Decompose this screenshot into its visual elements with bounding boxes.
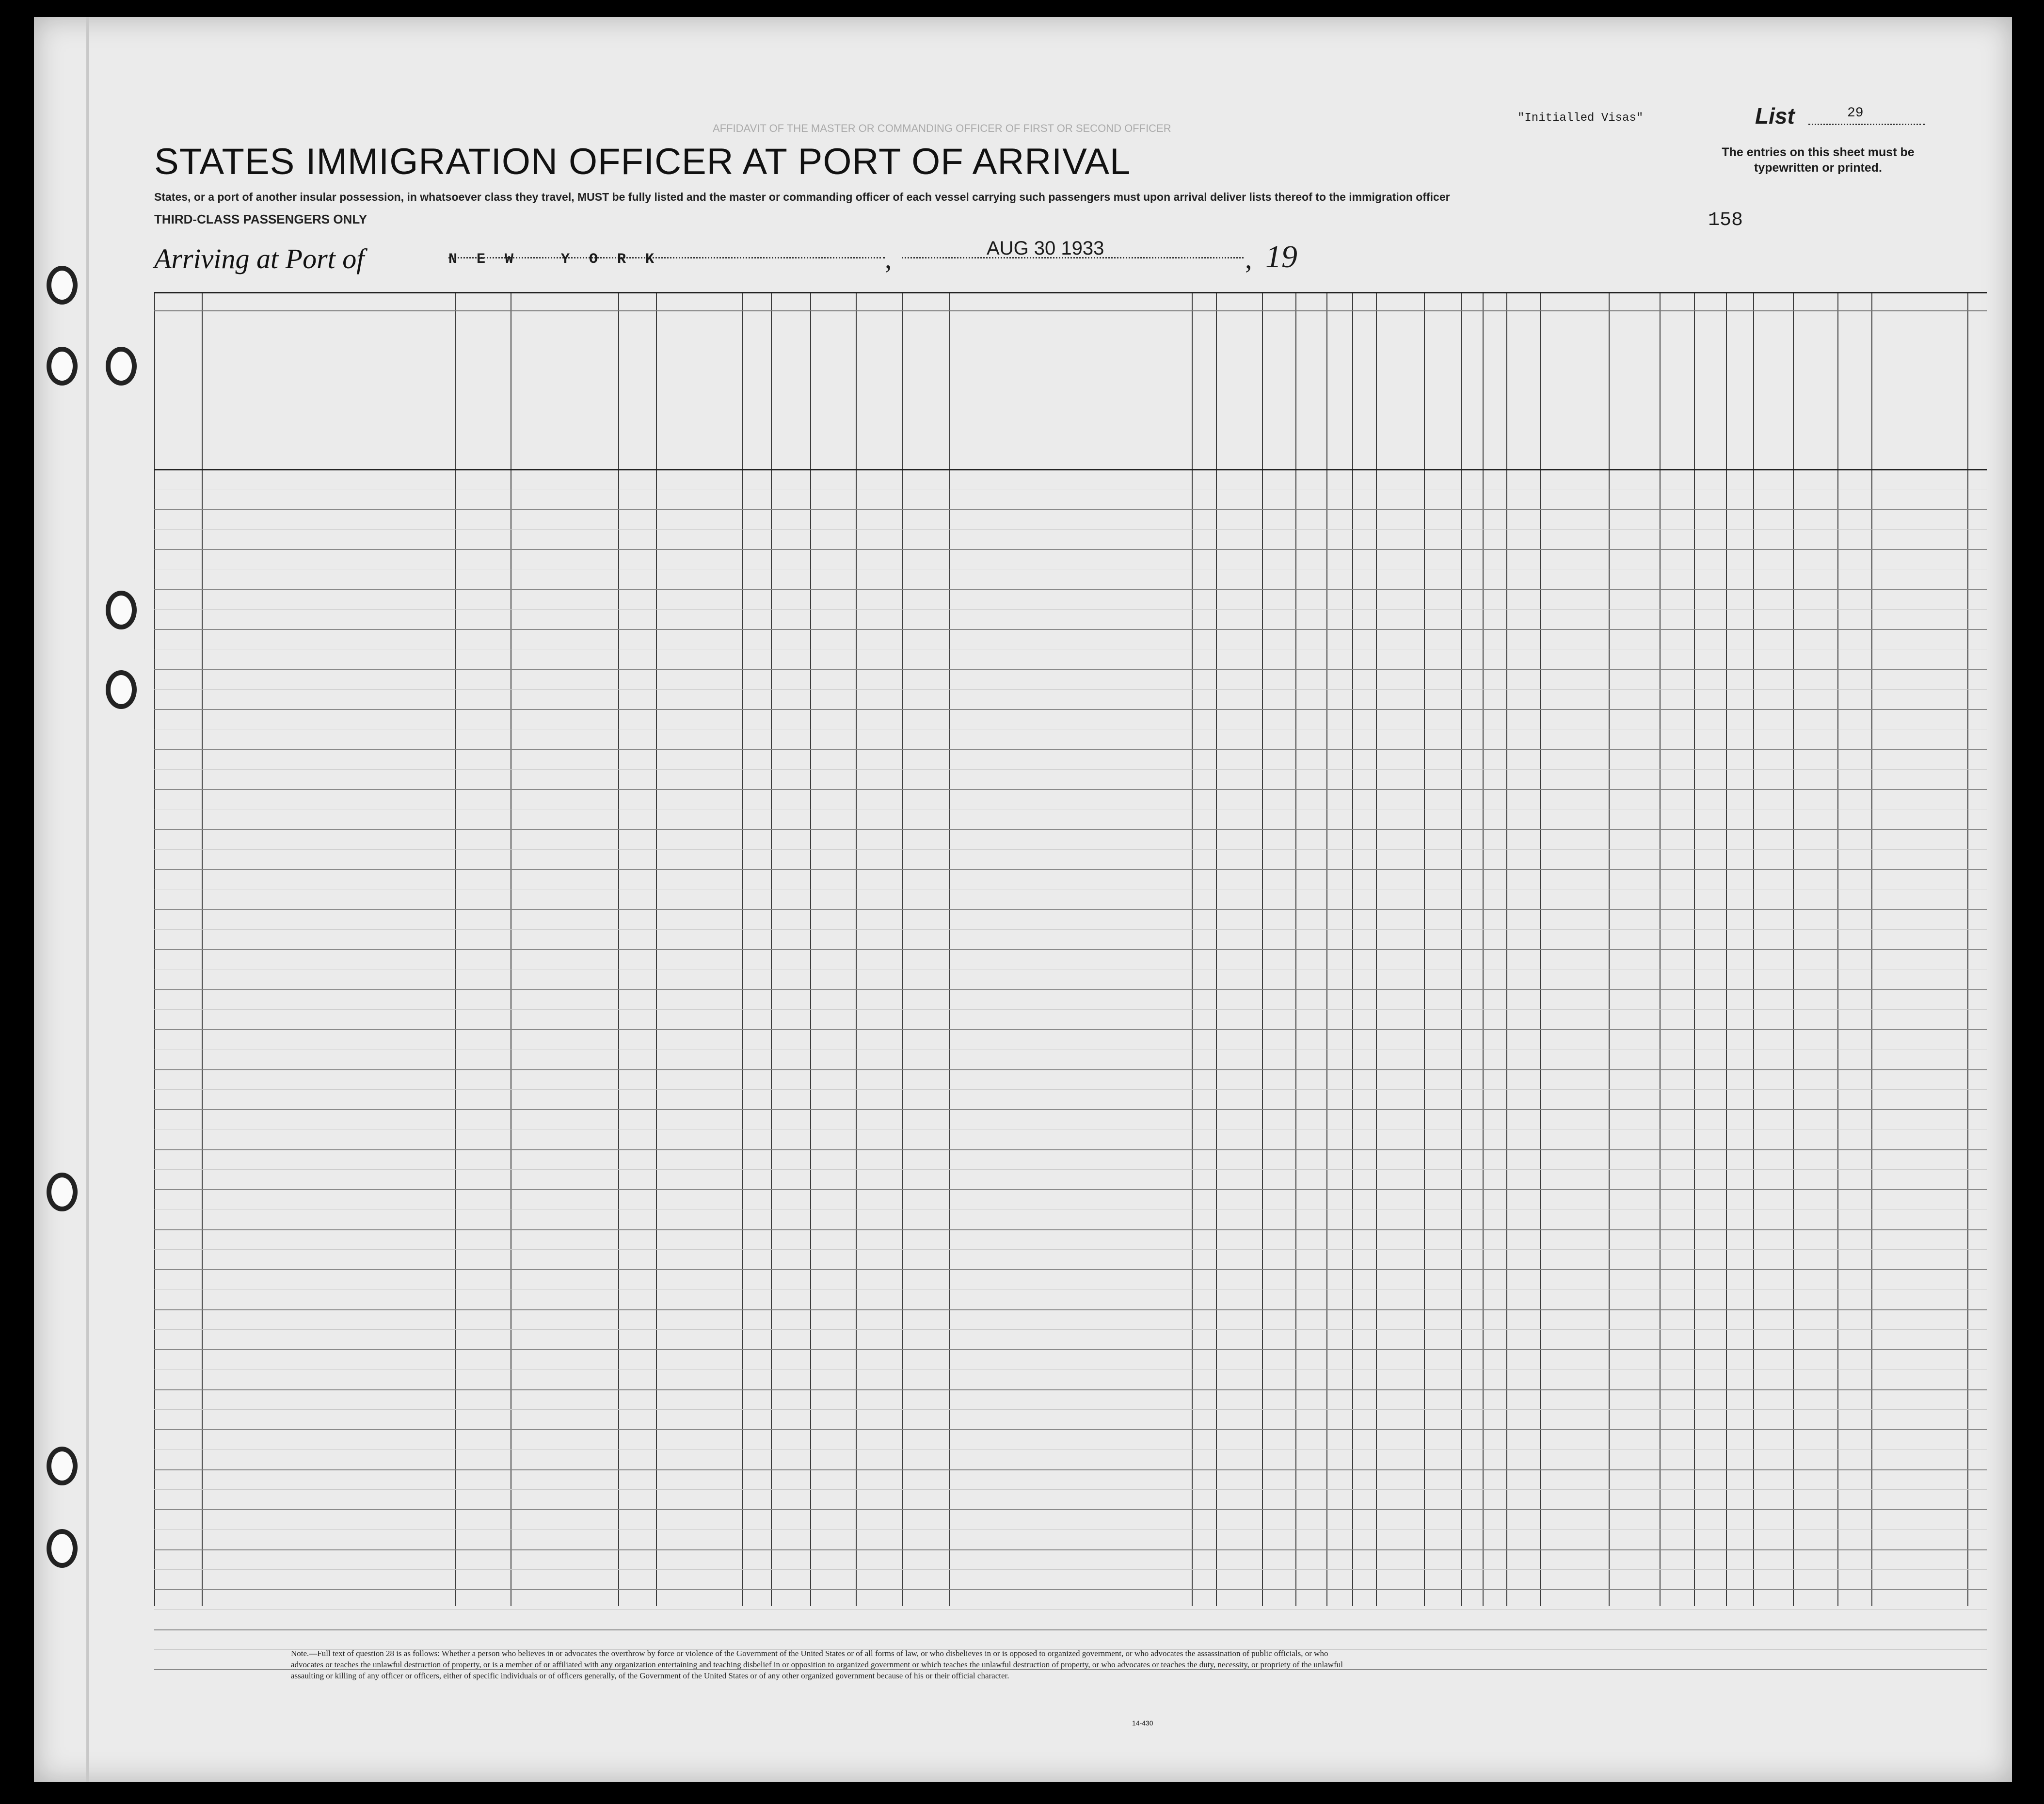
row-rule: [154, 669, 1987, 670]
column-header: [1662, 394, 1691, 457]
faded-affidavit-text: AFFIDAVIT OF THE MASTER OR COMMANDING OFFICER OF FIRST OR SECOND OFFICER: [713, 122, 1171, 134]
binder-hole-icon: [47, 266, 78, 305]
manifest-table: [154, 292, 1987, 1606]
row-subrule: [154, 689, 1987, 690]
list-label: List: [1755, 103, 1795, 129]
row-subrule: [154, 529, 1987, 530]
page-subtitle: States, or a port of another insular possession, in whatsoever class they travel, MUST be fully listed and the master or commanding officer of each vessel carrying such passengers must upon arrival deliver lists thereof to the immigration officer: [154, 191, 1450, 203]
row-rule: [154, 1229, 1987, 1230]
row-rule: [154, 549, 1987, 550]
column-header: [1485, 315, 1503, 461]
row-subrule: [154, 1489, 1987, 1490]
row-rule: [154, 829, 1987, 830]
row-rule: [154, 509, 1987, 510]
row-rule: [154, 869, 1987, 870]
binder-hole-icon: [106, 670, 137, 709]
row-subrule: [154, 1009, 1987, 1010]
row-rule: [154, 1549, 1987, 1550]
row-rule: [154, 989, 1987, 990]
column-header: [1355, 315, 1373, 461]
row-subrule: [154, 1169, 1987, 1170]
binder-hole-icon: [47, 1447, 78, 1485]
row-rule: [154, 709, 1987, 710]
row-rule: [154, 1149, 1987, 1150]
initialled-visas: "Initialled Visas": [1517, 112, 1644, 125]
comma: ,: [885, 243, 892, 274]
row-rule: [154, 789, 1987, 790]
sheet-number: 158: [1708, 209, 1743, 231]
binder-hole-icon: [47, 1529, 78, 1568]
row-subrule: [154, 1609, 1987, 1610]
row-rule: [154, 1509, 1987, 1510]
row-subrule: [154, 849, 1987, 850]
column-header: [1464, 315, 1480, 461]
row-rule: [154, 909, 1987, 910]
column-header: [1265, 348, 1293, 462]
column-header: [1427, 315, 1458, 461]
entries-note: The entries on this sheet must be typewritten or printed.: [1722, 145, 1915, 175]
arriving-label: Arriving at Port of: [154, 243, 365, 274]
column-header: [774, 315, 807, 461]
row-rule: [154, 1269, 1987, 1270]
row-subrule: [154, 1329, 1987, 1330]
column-header: [1219, 348, 1259, 462]
page-title: STATES IMMIGRATION OFFICER AT PORT OF ARRIVAL: [154, 141, 1131, 182]
form-number: 14-430: [1132, 1719, 1153, 1727]
row-subrule: [154, 1529, 1987, 1530]
row-rule: [154, 629, 1987, 630]
row-subrule: [154, 1089, 1987, 1090]
column-header: [1697, 394, 1723, 457]
row-rule: [154, 1429, 1987, 1430]
row-rule: [154, 1029, 1987, 1030]
footnote-question-28: Note.—Full text of question 28 is as follows: Whether a person who believes in or advocates the overthrow by force or violence of the Government of the United States or of all forms of law, or who disbelieves in or is opposed to organized government, or who advocates the assassination of public officials, or who advocates or teaches the unlawful destruction of property, or is a member of or affiliated with any organization entertaining and teaching disbelief in or opposition to organized government or which teaches the unlawful destruction of property, or who advocates or teaches the duty, necessity, or propriety of the unlawful assaulting or killing of any officer or officers, either of specific individuals or of officers generally, of the Government of the United States or of any other organized government because of his or their official character.: [291, 1649, 1343, 1680]
column-header: [1329, 315, 1349, 461]
header-bottom-rule: [154, 469, 1987, 470]
row-subrule: [154, 1569, 1987, 1570]
year-prefix: 19: [1265, 239, 1297, 274]
column-header: [659, 315, 739, 461]
list-number: 29: [1847, 106, 1864, 121]
port-name: NEW YORK: [448, 251, 674, 268]
row-rule: [154, 1189, 1987, 1190]
row-rule: [154, 1469, 1987, 1470]
row-rule: [154, 1349, 1987, 1350]
third-class-label: THIRD-CLASS PASSENGERS ONLY: [154, 212, 367, 226]
row-rule: [154, 1589, 1987, 1590]
row-rule: [154, 589, 1987, 590]
row-rule: [154, 749, 1987, 750]
row-rule: [154, 1109, 1987, 1110]
row-subrule: [154, 609, 1987, 610]
column-header: [1298, 348, 1324, 462]
arrival-date-stamp: AUG 30 1933: [987, 238, 1104, 259]
row-subrule: [154, 929, 1987, 930]
row-rule: [154, 1629, 1987, 1630]
row-rule: [154, 1389, 1987, 1390]
row-rule: [154, 1069, 1987, 1070]
row-subrule: [154, 1449, 1987, 1450]
column-header: [1509, 315, 1537, 461]
comma: ,: [1245, 243, 1252, 274]
binder-hole-icon: [106, 591, 137, 629]
column-header: [1379, 315, 1421, 461]
binder-hole-icon: [47, 347, 78, 386]
binder-hole-icon: [106, 347, 137, 386]
column-number-rule: [154, 310, 1987, 311]
row-rule: [154, 949, 1987, 950]
row-subrule: [154, 1249, 1987, 1250]
header-top-rule: [154, 292, 1987, 293]
row-subrule: [154, 769, 1987, 770]
row-subrule: [154, 1409, 1987, 1410]
sheet-fold: [86, 17, 89, 1782]
binder-hole-icon: [47, 1173, 78, 1211]
row-rule: [154, 1309, 1987, 1310]
list-fill-line: [1808, 124, 1925, 125]
